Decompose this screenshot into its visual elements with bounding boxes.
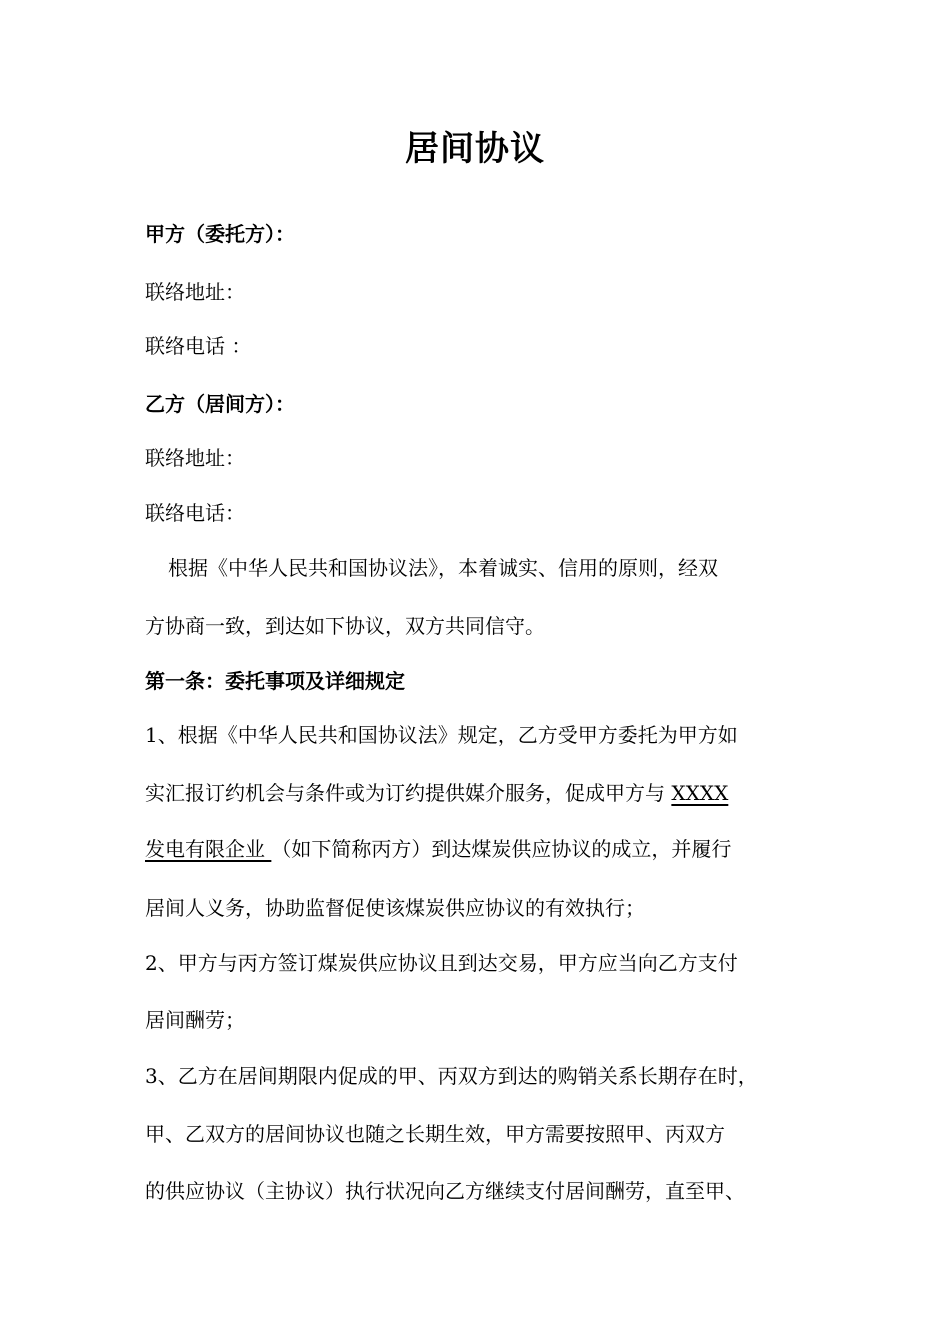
party-a-phone-label: 联络电话 ： — [145, 334, 252, 358]
company-name-underlined-part-2: 发电有限企业 — [145, 837, 272, 861]
article-1-item-1-line-3-text: （如下简称丙方）到达煤炭供应协议的成立，并履行 — [271, 837, 732, 861]
article-1-item-1-line-4: 居间人义务，协助监督促使该煤炭供应协议的有效执行； — [145, 896, 645, 920]
article-1-item-1-line-1: 1、根据《中华人民共和国协议法》规定，乙方受甲方委托为甲方如 — [145, 723, 738, 747]
article-1-item-3-line-2: 甲、乙双方的居间协议也随之长期生效，甲方需要按照甲、丙双方 — [145, 1122, 725, 1146]
preamble-line-2: 方协商一致，到达如下协议，双方共同信守。 — [145, 614, 545, 638]
company-name-underlined-part-1: XXXX — [671, 781, 729, 805]
party-a-heading: 甲方（委托方）： — [145, 222, 295, 246]
article-1-item-2-line-2: 居间酬劳； — [145, 1008, 245, 1032]
document-title: 居间协议 — [405, 129, 545, 169]
party-a-address-label: 联络地址： — [145, 280, 245, 304]
preamble-line-1: 根据《中华人民共和国协议法》，本着诚实、信用的原则，经双 — [168, 556, 718, 580]
party-b-address-label: 联络地址： — [145, 446, 245, 470]
party-b-heading: 乙方（居间方）： — [145, 392, 295, 416]
party-b-phone-label: 联络电话： — [145, 501, 245, 525]
article-1-item-1-line-2 — [145, 778, 815, 808]
article-1-item-1-line-2-text: 实汇报订约机会与条件或为订约提供媒介服务，促成甲方与 — [145, 781, 672, 805]
article-1-item-3-line-3: 的供应协议（主协议）执行状况向乙方继续支付居间酬劳，直至甲、 — [145, 1179, 745, 1203]
article-1-item-1-line-3 — [145, 834, 815, 864]
article-1-item-3-line-1: 3、乙方在居间期限内促成的甲、丙双方到达的购销关系长期存在时， — [145, 1064, 758, 1088]
article-1-item-2-line-1: 2、甲方与丙方签订煤炭供应协议且到达交易，甲方应当向乙方支付 — [145, 951, 738, 975]
article-1-heading: 第一条：委托事项及详细规定 — [145, 669, 405, 693]
